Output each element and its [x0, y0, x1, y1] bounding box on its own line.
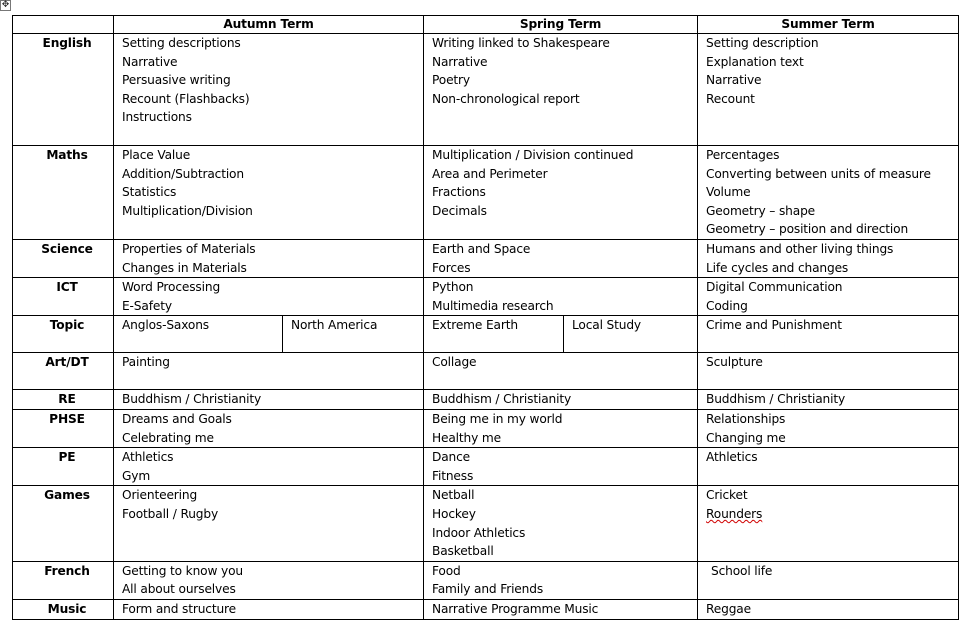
table-row: [13, 278, 959, 316]
cell-line: Fitness: [432, 468, 474, 483]
table-row: [13, 146, 959, 240]
subject-label: French: [13, 561, 114, 599]
cell-line: Buddhism / Christianity: [432, 392, 572, 407]
cell-line: Reggae: [706, 601, 751, 616]
header-subject: [13, 16, 114, 34]
table-move-handle-icon[interactable]: ✥: [1, 0, 10, 10]
spring-cell[interactable]: [424, 390, 698, 410]
cell-line: Area and Perimeter: [432, 166, 548, 181]
header-summer: Summer Term: [698, 16, 959, 34]
subject-label: PE: [13, 448, 114, 486]
cell-line: Geometry – shape: [706, 203, 816, 218]
summer-cell[interactable]: [698, 146, 959, 240]
cell-line: Geometry – position and direction: [706, 222, 909, 237]
spring-cell[interactable]: [424, 146, 698, 240]
cell-line: Non-chronological report: [432, 91, 580, 106]
cell-line: Percentages: [706, 148, 780, 162]
spring-cell[interactable]: [424, 353, 698, 390]
autumn-cell[interactable]: [114, 146, 424, 240]
subject-label: RE: [13, 390, 114, 410]
cell-line: Digital Communication: [706, 280, 843, 295]
cell-line: Getting to know you: [122, 563, 243, 578]
curriculum-table: [12, 15, 959, 620]
cell-line: Painting: [122, 355, 170, 370]
cell-line: Indoor Athletics: [432, 525, 526, 540]
cell-line: Anglos-Saxons: [122, 318, 210, 333]
table-row: [13, 448, 959, 486]
cell-line: All about ourselves: [122, 582, 236, 597]
summer-cell[interactable]: [698, 409, 959, 447]
cell-line: Sculpture: [706, 355, 763, 370]
subject-label: Maths: [13, 146, 114, 240]
subject-label: Science: [13, 240, 114, 278]
spring-cell[interactable]: [424, 278, 698, 316]
cell-line: Multimedia research: [432, 298, 554, 313]
cell-line: Life cycles and changes: [706, 260, 849, 275]
cell-line: Celebrating me: [122, 430, 214, 445]
header-spring: Spring Term: [424, 16, 698, 34]
cell-line: Food: [432, 563, 461, 578]
summer-cell[interactable]: [698, 34, 959, 146]
cell-line: Buddhism / Christianity: [122, 392, 262, 407]
autumn-cell-b[interactable]: [283, 316, 424, 353]
autumn-cell[interactable]: [114, 486, 424, 561]
summer-cell[interactable]: [698, 390, 959, 410]
cell-line: E-Safety: [122, 298, 172, 313]
autumn-cell-a[interactable]: [114, 316, 283, 353]
summer-cell[interactable]: [698, 316, 959, 353]
cell-line: Poetry: [432, 73, 470, 88]
cell-line: Family and Friends: [432, 582, 544, 597]
autumn-cell[interactable]: [114, 353, 424, 390]
spring-cell-b[interactable]: [564, 316, 698, 353]
subject-label: Topic: [13, 316, 114, 353]
cell-line: Python: [432, 280, 474, 295]
cell-line: Hockey: [432, 506, 476, 521]
autumn-cell[interactable]: [114, 561, 424, 599]
summer-cell[interactable]: [698, 278, 959, 316]
cell-line: Extreme Earth: [432, 318, 518, 333]
cell-line: Fractions: [432, 185, 486, 200]
autumn-cell[interactable]: [114, 599, 424, 619]
spring-cell[interactable]: [424, 409, 698, 447]
autumn-cell[interactable]: [114, 390, 424, 410]
subject-label: English: [13, 34, 114, 146]
cell-line: Persuasive writing: [122, 73, 231, 88]
cell-line: Healthy me: [432, 430, 501, 445]
cell-line: Gym: [122, 468, 151, 483]
subject-label: Games: [13, 486, 114, 561]
cell-line: Changing me: [706, 430, 786, 445]
cell-line: Setting description: [706, 36, 819, 50]
cell-line: Coding: [706, 298, 748, 313]
cell-line: Writing linked to Shakespeare: [432, 36, 610, 50]
cell-line: Addition/Subtraction: [122, 166, 244, 181]
cell-line: Orienteering: [122, 488, 198, 503]
summer-cell[interactable]: [698, 599, 959, 619]
cell-line: Converting between units of measure: [706, 166, 931, 181]
spring-cell[interactable]: [424, 599, 698, 619]
summer-cell[interactable]: [698, 486, 959, 561]
cell-line: Athletics: [706, 450, 758, 465]
summer-cell[interactable]: [698, 353, 959, 390]
autumn-cell[interactable]: [114, 34, 424, 146]
subject-label: ICT: [13, 278, 114, 316]
cell-line: Statistics: [122, 185, 177, 200]
table-row: [13, 34, 959, 146]
cell-line: North America: [291, 318, 378, 333]
autumn-cell[interactable]: [114, 409, 424, 447]
autumn-cell[interactable]: [114, 448, 424, 486]
cell-line: Collage: [432, 355, 477, 370]
cell-line: Changes in Materials: [122, 260, 247, 275]
cell-line: Explanation text: [706, 54, 804, 69]
spring-cell[interactable]: [424, 486, 698, 561]
summer-cell[interactable]: [698, 561, 959, 599]
subject-label: Music: [13, 599, 114, 619]
cell-line: Athletics: [122, 450, 174, 465]
cell-line: Humans and other living things: [706, 242, 894, 256]
cell-line: School life: [711, 563, 773, 578]
cell-line: Buddhism / Christianity: [706, 392, 846, 407]
cell-line: Forces: [432, 260, 471, 275]
spring-cell-a[interactable]: [424, 316, 564, 353]
cell-line: Properties of Materials: [122, 242, 256, 256]
cell-line: Dance: [432, 450, 471, 465]
table-row: [13, 390, 959, 410]
cell-line: Recount (Flashbacks): [122, 91, 250, 106]
cell-line: Football / Rugby: [122, 506, 219, 521]
header-autumn: Autumn Term: [114, 16, 424, 34]
cell-line: Narrative: [122, 54, 178, 69]
summer-cell[interactable]: [698, 448, 959, 486]
spring-cell[interactable]: [424, 240, 698, 278]
cell-line: Instructions: [122, 110, 192, 125]
spring-cell[interactable]: [424, 34, 698, 146]
subject-label: Art/DT: [13, 353, 114, 390]
header-row: [13, 16, 959, 34]
cell-line: Place Value: [122, 148, 191, 162]
cell-line: Narrative: [706, 73, 762, 88]
cell-line: Narrative Programme Music: [432, 601, 599, 616]
cell-line: Decimals: [432, 203, 487, 218]
table-row: [13, 486, 959, 561]
table-row: [13, 353, 959, 390]
summer-cell[interactable]: [698, 240, 959, 278]
cell-line: Narrative: [432, 54, 488, 69]
cell-line: Basketball: [432, 544, 494, 559]
cell-line: Cricket: [706, 488, 748, 503]
cell-line: Multiplication/Division: [122, 203, 253, 218]
cell-line: Volume: [706, 185, 751, 200]
cell-line: Being me in my world: [432, 411, 563, 426]
spelling-error-word[interactable]: Rounders: [706, 506, 763, 521]
table-row: [13, 561, 959, 599]
table-row: [13, 316, 959, 353]
cell-line: Netball: [432, 488, 475, 503]
cell-line: Form and structure: [122, 601, 236, 616]
cell-line: Word Processing: [122, 280, 221, 295]
cell-line: Local Study: [572, 318, 641, 333]
cell-line: Setting descriptions: [122, 36, 241, 50]
table-row: [13, 240, 959, 278]
spring-cell[interactable]: [424, 561, 698, 599]
table-row: [13, 599, 959, 619]
cell-line: Dreams and Goals: [122, 411, 232, 426]
subject-label: PHSE: [13, 409, 114, 447]
cell-line: Recount: [706, 91, 755, 106]
cell-line: Crime and Punishment: [706, 318, 842, 333]
cell-line: Relationships: [706, 411, 786, 426]
autumn-cell[interactable]: [114, 278, 424, 316]
spring-cell[interactable]: [424, 448, 698, 486]
autumn-cell[interactable]: [114, 240, 424, 278]
cell-line: Multiplication / Division continued: [432, 148, 634, 162]
cell-line: Earth and Space: [432, 242, 531, 256]
table-row: [13, 409, 959, 447]
